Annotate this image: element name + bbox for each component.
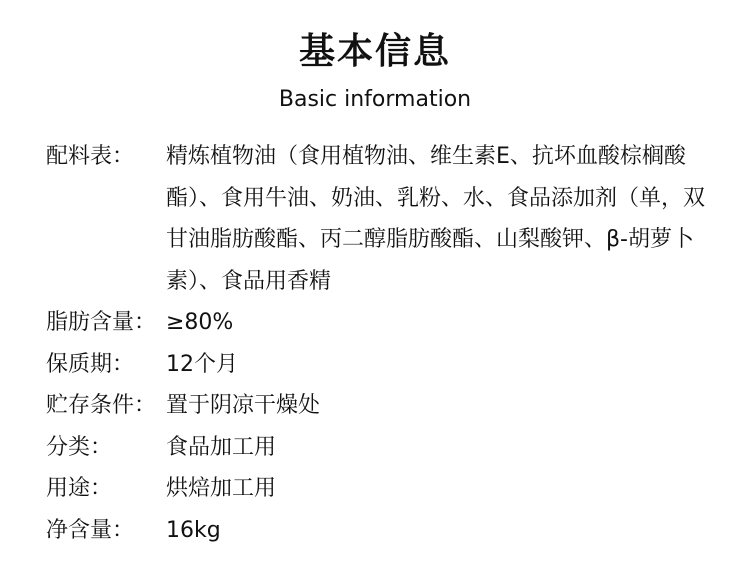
spec-row-fat-content <box>46 302 706 344</box>
spec-label: 脂肪含量： <box>46 310 157 335</box>
spec-row-category <box>46 427 706 469</box>
spec-value: 食品加工用 <box>166 434 277 460</box>
spec-value: 烘焙加工用 <box>166 476 277 501</box>
spec-label: 配料表： <box>46 144 135 169</box>
spec-row-shelf-life <box>46 344 706 386</box>
spec-label: 保质期： <box>46 351 135 377</box>
spec-value: 12个月 <box>166 351 238 377</box>
spec-row-ingredients <box>46 136 706 302</box>
spec-label: 贮存条件： <box>46 393 157 418</box>
spec-row-usage <box>46 468 706 510</box>
spec-list <box>46 136 706 551</box>
spec-label: 用途： <box>46 476 113 501</box>
spec-row-storage <box>46 385 706 427</box>
page-title: 基本信息 <box>298 31 451 72</box>
spec-value: ≥80% <box>166 310 234 335</box>
spec-value: 精炼植物油（食用植物油、维生素E、抗坏血酸棕榈酸酯）、食用牛油、奶油、乳粉、水、食品添加剂（单，双甘油脂肪酸酯、丙二醇脂肪酸酯、山梨酸钾、β-胡萝卜素）、食品用香精 <box>166 144 706 294</box>
spec-label: 分类： <box>46 434 113 460</box>
spec-value: 16kg <box>166 517 221 543</box>
title-block <box>0 30 750 114</box>
spec-row-net-content <box>46 510 706 552</box>
spec-value: 置于阴凉干燥处 <box>166 393 321 418</box>
spec-label: 净含量： <box>46 517 135 543</box>
page-subtitle: Basic information <box>278 87 472 112</box>
